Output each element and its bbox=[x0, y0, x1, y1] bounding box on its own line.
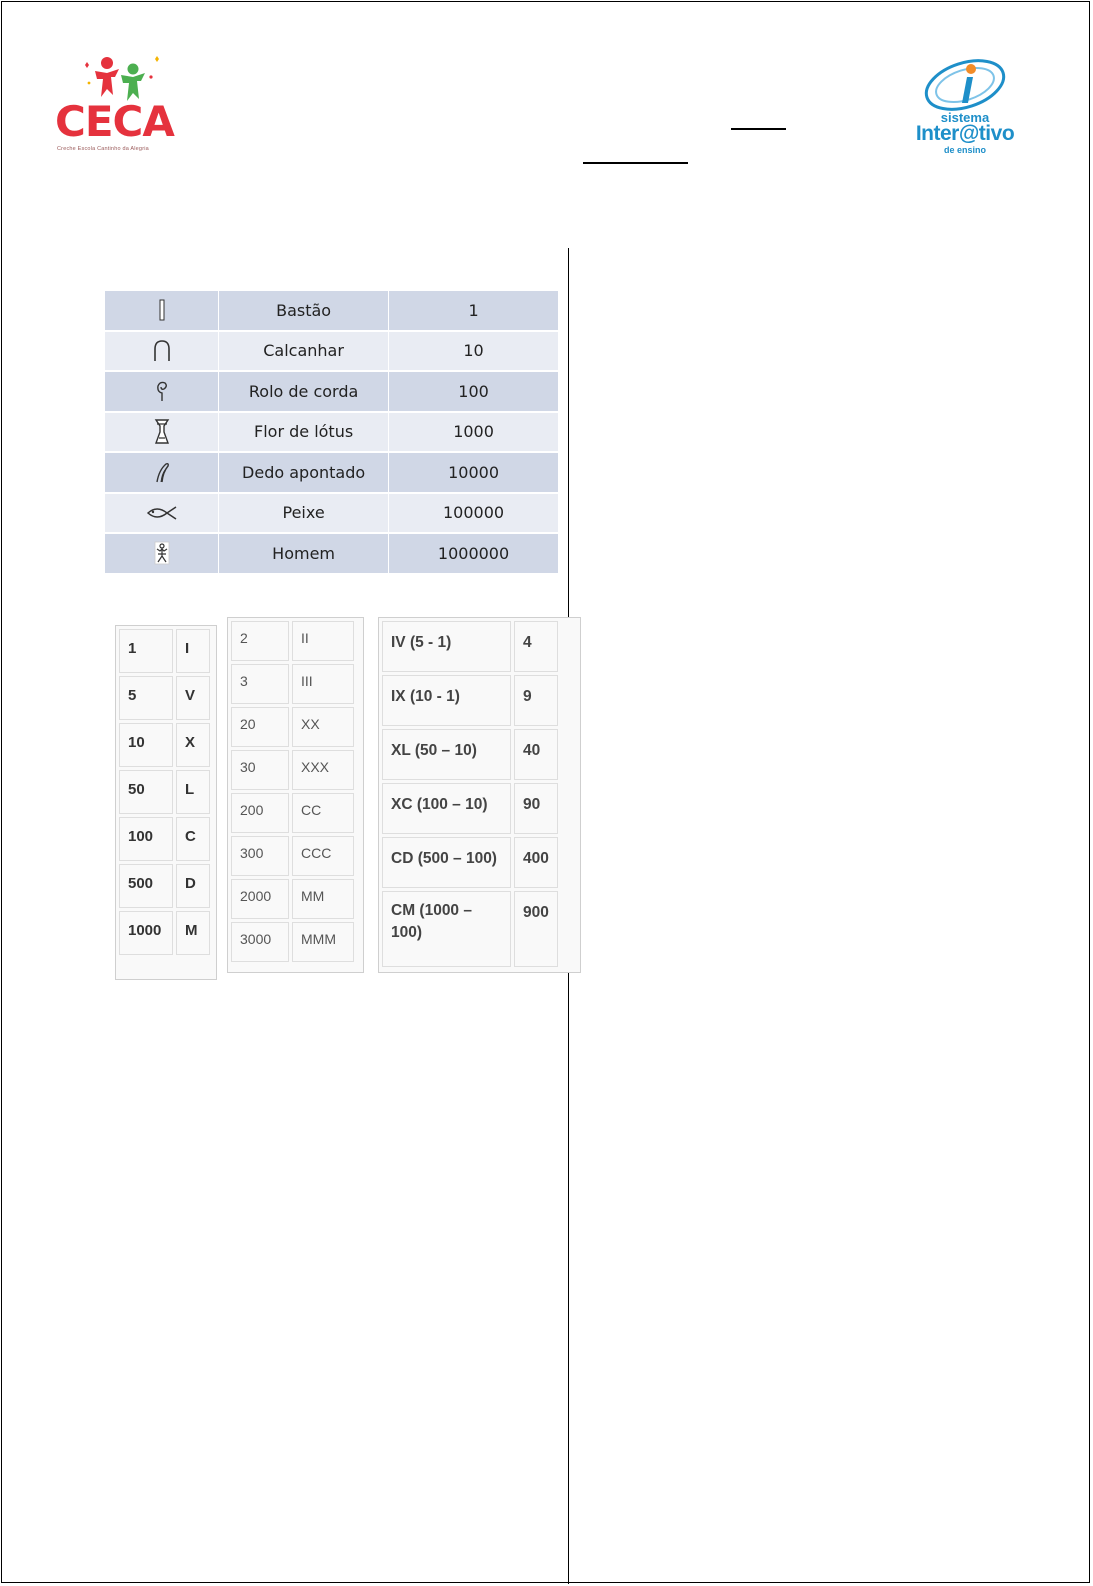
roman-value: 4 bbox=[514, 621, 558, 672]
roman-number: 300 bbox=[231, 836, 289, 876]
i-swirl-logo-icon bbox=[919, 55, 1011, 113]
roman-basic-box bbox=[115, 625, 217, 980]
roman-symbol: XX bbox=[292, 707, 354, 747]
roman-subtract-table bbox=[379, 618, 561, 970]
table-row bbox=[382, 837, 558, 888]
roman-repeat-box bbox=[227, 617, 364, 973]
egyptian-numerals-table bbox=[105, 291, 559, 575]
table-row bbox=[382, 675, 558, 726]
ceca-logo-word: CECA bbox=[55, 97, 174, 146]
table-row bbox=[231, 793, 354, 833]
egypt-value: 100 bbox=[389, 371, 559, 412]
egypt-name: Peixe bbox=[219, 493, 389, 534]
table-row bbox=[119, 911, 210, 955]
header-blank-line bbox=[583, 162, 688, 164]
table-row bbox=[382, 729, 558, 780]
table-row bbox=[119, 864, 210, 908]
roman-symbol: L bbox=[176, 770, 210, 814]
roman-expression: XL (50 – 10) bbox=[382, 729, 511, 780]
table-row bbox=[105, 371, 559, 412]
sistema-interativo-logo bbox=[905, 55, 1025, 157]
roman-symbol: CCC bbox=[292, 836, 354, 876]
roman-value: 400 bbox=[514, 837, 558, 888]
ceca-logo bbox=[55, 55, 185, 155]
egypt-value: 10 bbox=[389, 331, 559, 372]
roman-number: 50 bbox=[119, 770, 173, 814]
heel-hieroglyph-icon bbox=[151, 339, 173, 363]
fish-hieroglyph-icon bbox=[145, 503, 179, 523]
egypt-name: Bastão bbox=[219, 291, 389, 331]
table-row bbox=[119, 817, 210, 861]
egypt-value: 10000 bbox=[389, 452, 559, 493]
roman-repeat-table bbox=[228, 618, 357, 965]
egypt-name: Flor de lótus bbox=[219, 412, 389, 453]
roman-value: 40 bbox=[514, 729, 558, 780]
table-row bbox=[231, 707, 354, 747]
table-row bbox=[231, 750, 354, 790]
table-row bbox=[382, 783, 558, 834]
header-blank-line bbox=[731, 128, 786, 130]
egypt-value: 1000000 bbox=[389, 533, 559, 574]
roman-symbol: D bbox=[176, 864, 210, 908]
egypt-value: 100000 bbox=[389, 493, 559, 534]
roman-symbol: M bbox=[176, 911, 210, 955]
roman-number: 200 bbox=[231, 793, 289, 833]
table-row bbox=[231, 836, 354, 876]
roman-expression: IX (10 - 1) bbox=[382, 675, 511, 726]
roman-basic-table bbox=[116, 626, 213, 958]
table-row bbox=[119, 770, 210, 814]
roman-number: 1 bbox=[119, 629, 173, 673]
pointing-finger-hieroglyph-icon bbox=[152, 460, 172, 484]
sistema-logo-line2: Inter@tivo bbox=[915, 122, 1015, 145]
roman-symbol: C bbox=[176, 817, 210, 861]
sistema-logo-line1: sistema bbox=[940, 110, 990, 125]
roman-symbol: V bbox=[176, 676, 210, 720]
table-row bbox=[105, 412, 559, 453]
roman-value: 9 bbox=[514, 675, 558, 726]
egypt-name: Dedo apontado bbox=[219, 452, 389, 493]
roman-symbol: III bbox=[292, 664, 354, 704]
roman-number: 2000 bbox=[231, 879, 289, 919]
roman-number: 3 bbox=[231, 664, 289, 704]
roman-number: 10 bbox=[119, 723, 173, 767]
roman-symbol: II bbox=[292, 621, 354, 661]
roman-number: 5 bbox=[119, 676, 173, 720]
table-row bbox=[231, 922, 354, 962]
egypt-name: Calcanhar bbox=[219, 331, 389, 372]
roman-symbol: XXX bbox=[292, 750, 354, 790]
roman-subtract-box bbox=[378, 617, 581, 973]
roman-expression: XC (100 – 10) bbox=[382, 783, 511, 834]
roman-number: 20 bbox=[231, 707, 289, 747]
table-row bbox=[105, 452, 559, 493]
roman-symbol: CC bbox=[292, 793, 354, 833]
roman-number: 2 bbox=[231, 621, 289, 661]
table-row bbox=[382, 891, 558, 967]
table-row bbox=[119, 629, 210, 673]
egypt-value: 1000 bbox=[389, 412, 559, 453]
roman-symbol: MM bbox=[292, 879, 354, 919]
roman-value: 900 bbox=[514, 891, 558, 967]
table-row bbox=[231, 879, 354, 919]
table-row bbox=[105, 493, 559, 534]
table-row bbox=[382, 621, 558, 672]
table-row bbox=[231, 664, 354, 704]
sistema-logo-line3: de ensino bbox=[943, 145, 986, 155]
roman-number: 3000 bbox=[231, 922, 289, 962]
table-row bbox=[105, 291, 559, 331]
roman-value: 90 bbox=[514, 783, 558, 834]
roman-symbol: X bbox=[176, 723, 210, 767]
lotus-flower-hieroglyph-icon bbox=[152, 418, 172, 446]
man-hieroglyph-icon bbox=[152, 540, 172, 566]
roman-expression: CD (500 – 100) bbox=[382, 837, 511, 888]
staff-hieroglyph-icon bbox=[152, 298, 172, 322]
table-row bbox=[105, 533, 559, 574]
table-row bbox=[119, 723, 210, 767]
egypt-value: 1 bbox=[389, 291, 559, 331]
roman-expression: IV (5 - 1) bbox=[382, 621, 511, 672]
roman-number: 1000 bbox=[119, 911, 173, 955]
roman-expression: CM (1000 – 100) bbox=[382, 891, 511, 967]
egypt-name: Rolo de corda bbox=[219, 371, 389, 412]
ceca-logo-tagline: Creche Escola Cantinho da Alegria bbox=[57, 146, 149, 152]
roman-number: 30 bbox=[231, 750, 289, 790]
table-row bbox=[105, 331, 559, 372]
roman-symbol: MMM bbox=[292, 922, 354, 962]
egypt-name: Homem bbox=[219, 533, 389, 574]
roman-number: 100 bbox=[119, 817, 173, 861]
roman-symbol: I bbox=[176, 629, 210, 673]
roman-number: 500 bbox=[119, 864, 173, 908]
rope-coil-hieroglyph-icon bbox=[152, 379, 172, 403]
table-row bbox=[119, 676, 210, 720]
table-row bbox=[231, 621, 354, 661]
